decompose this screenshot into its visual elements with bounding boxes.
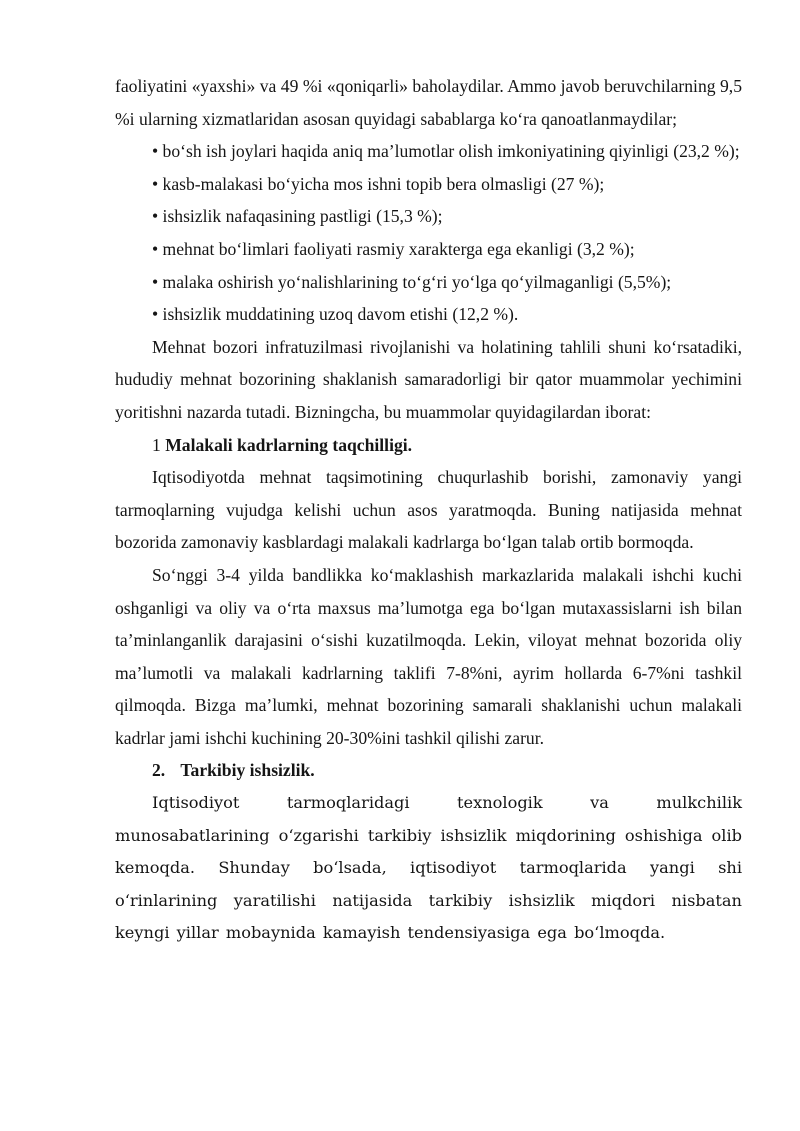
paragraph-recent-years: So‘nggi 3-4 yilda bandlikka ko‘maklashish markazlarida malakali ishchi kuchi oshganligi va oliy va o‘rta maxsus ma’lumotga ega bo‘lgan mutaxassislarni ish bilan ta’minlanganlik darajasini o‘sishi kuzatilmoqda. Lekin, viloyat mehnat bozorida oliy ma’lumotli va malakali kadrlarning taklifi 7-8%ni, ayrim hollarda 6-7%ni tashkil qilmoqda. Bizga ma’lumki, mehnat bozorining samarali shaklanishi uchun malakali kadrlar jami ishchi kuchining 20-30%ini tashkil qilishi zarur. xyxy=(115,564,742,748)
bullet-item-3: • ishsizlik nafaqasining pastligi (15,3 %); xyxy=(152,206,443,227)
bullet-item-2: • kasb-malakasi bo‘yicha mos ishni topib bera olmasligi (27 %); xyxy=(152,173,605,194)
bullet-item-1: • bo‘sh ish joylari haqida aniq ma’lumotlar olish imkoniyatining qiyinligi (23,2 %); xyxy=(152,141,740,162)
document-page xyxy=(115,70,742,950)
section-heading-1-title: Malakali kadrlarning taqchilligi. xyxy=(165,434,413,455)
bullet-item-6: • ishsizlik muddatining uzoq davom etishi (12,2 %). xyxy=(152,304,519,325)
paragraph-infrastructure: Mehnat bozori infratuzilmasi rivojlanishi va holatining tahlili shuni ko‘rsatadiki, hududiy mehnat bozorining shaklanish samaradorligi bir qator muammolar yechimini yoritishni nazarda tutadi. Bizningcha, bu muammolar quyidagilardan iborat: xyxy=(115,336,742,422)
bullet-item-4: • mehnat bo‘limlari faoliyati rasmiy xarakterga ega ekanligi (3,2 %); xyxy=(152,238,635,259)
section-heading-2 xyxy=(115,754,742,787)
section-heading-2-number: 2. xyxy=(152,760,166,781)
paragraph-structural-unemployment: Iqtisodiyot tarmoqlaridagi texnologik va mulkchilik munosabatlarining o‘zgarishi tarkibiy ishsizlik miqdorining oshishiga olib kemoqda. Shunday bo‘lsada, iqtisodiyot tarmoqlarida yangi shi o‘rinlarining yaratilishi natijasida tarkibiy ishsizlik miqdori nisbatan keyngi yillar mobaynida kamayish tendensiyasiga ega bo‘lmoqda. xyxy=(115,793,742,943)
section-heading-1 xyxy=(115,429,742,462)
section-heading-1-number: 1 xyxy=(152,434,161,455)
paragraph-intro: faoliyatini «yaxshi» va 49 %i «qoniqarli» baholaydilar. Ammo javob beruvchilarning 9,5 %i ularning xizmatlaridan asosan quyidagi sabablarga ko‘ra qanoatlanmaydilar; xyxy=(115,76,742,129)
bullet-item-5: • malaka oshirish yo‘nalishlarining to‘g‘ri yo‘lga qo‘yilmaganligi (5,5%); xyxy=(152,271,672,292)
section-heading-2-title: Tarkibiy ishsizlik. xyxy=(180,760,315,781)
paragraph-labor-division: Iqtisodiyotda mehnat taqsimotining chuqurlashib borishi, zamonaviy yangi tarmoqlarning vujudga kelishi uchun asos yaratmoqda. Buning natijasida mehnat bozorida zamonaviy kasblardagi malakali kadrlarga bo‘lgan talab ortib bormoqda. xyxy=(115,467,742,553)
